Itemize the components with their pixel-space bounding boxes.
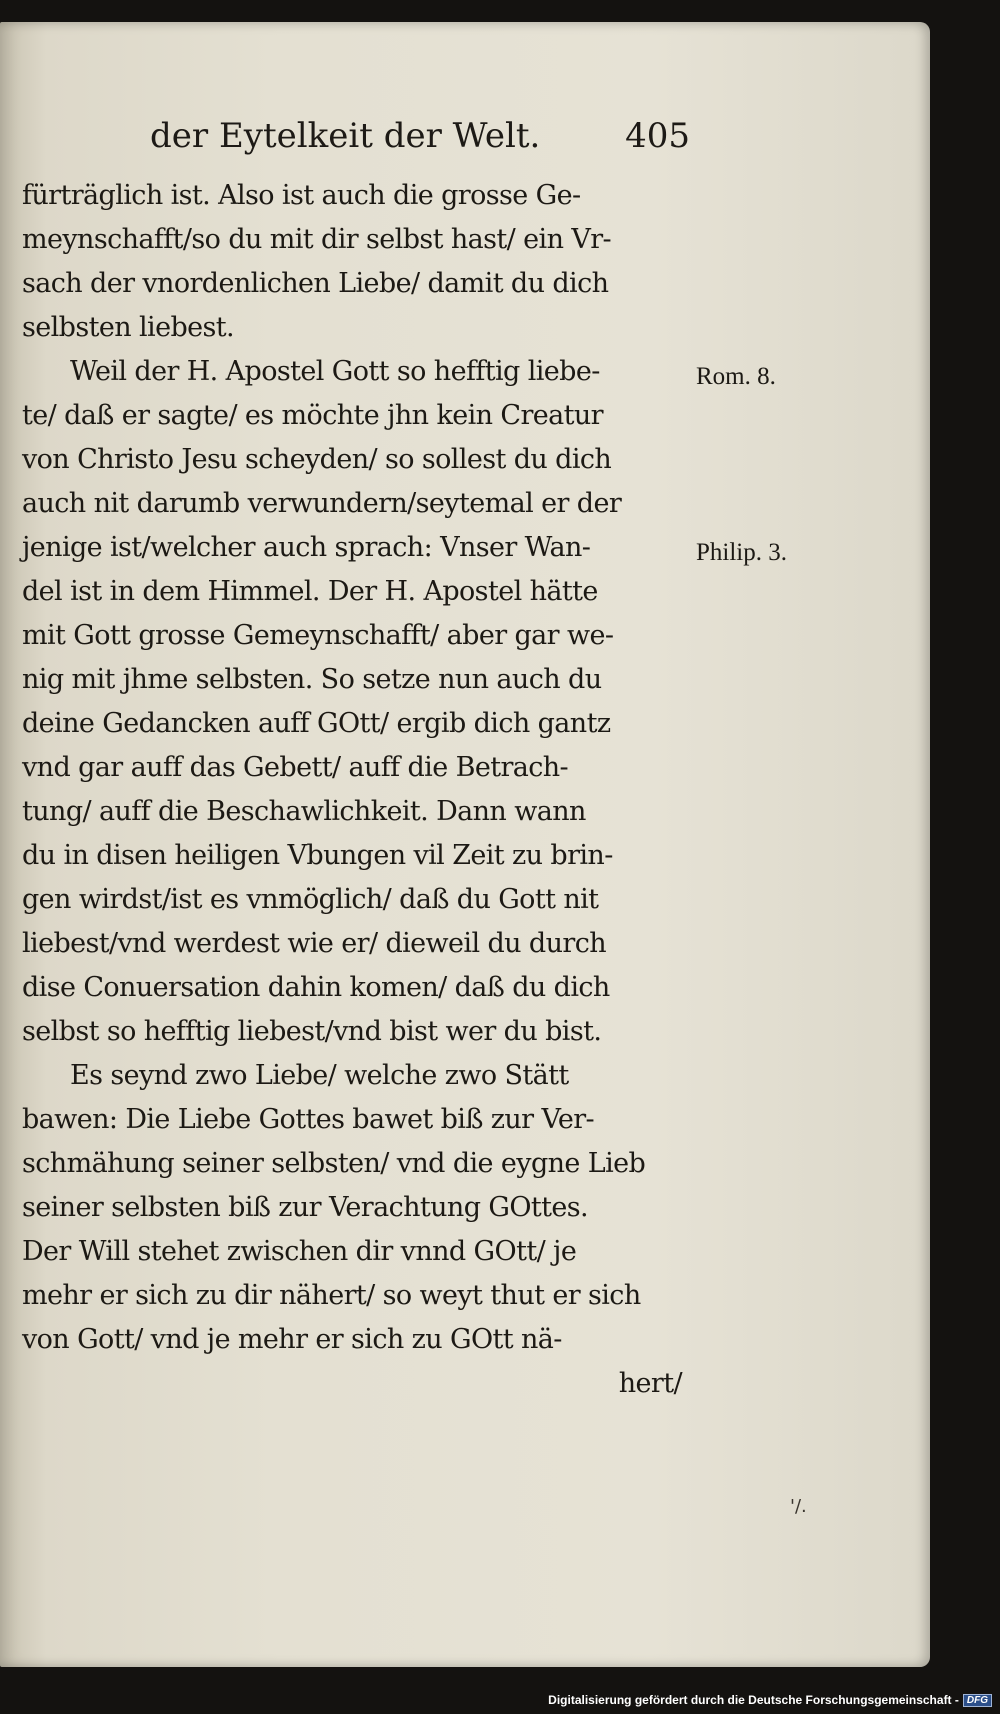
text-line: vnd gar auff das Gebett/ auff die Betrach- [22,752,569,783]
text-line: seiner selbsten biß zur Verachtung GOttes. [22,1192,589,1223]
text-line: du in disen heiligen Vbungen vil Zeit zu brin- [22,840,613,871]
text-line: auch nit darumb verwundern/seytemal er der [22,488,622,519]
text-line: nig mit jhme selbsten. So setze nun auch du [22,664,602,695]
text-line: liebest/vnd werdest wie er/ dieweil du durch [22,928,607,959]
text-line: sach der vnordenlichen Liebe/ damit du dich [22,268,609,299]
page-number: 405 [625,116,690,156]
text-line: schmähung seiner selbsten/ vnd die eygne Lieb [22,1148,646,1179]
digitization-footer [548,1690,992,1710]
book-page [0,22,930,1667]
text-line: von Gott/ vnd je mehr er sich zu GOtt nä- [22,1324,562,1355]
dfg-logo: DFG [963,1694,992,1707]
text-line: mehr er sich zu dir nähert/ so weyt thut er sich [22,1280,641,1311]
paragraph-start-line: Es seynd zwo Liebe/ welche zwo Stätt [70,1060,569,1091]
text-line: del ist in dem Himmel. Der H. Apostel hätte [22,576,598,607]
catchword-line: hert/ [618,1368,682,1399]
running-head: der Eytelkeit der Welt. [150,116,541,156]
text-line: dise Conuersation dahin komen/ daß du dich [22,972,610,1003]
stray-mark: '/. [790,1496,807,1517]
footer-credit: Digitalisierung gefördert durch die Deutsche Forschungsgemeinschaft - [548,1693,959,1707]
text-line: von Christo Jesu scheyden/ so sollest du dich [22,444,612,475]
page-header [150,110,690,166]
text-line: bawen: Die Liebe Gottes bawet biß zur Ver- [22,1104,595,1135]
text-line: mit Gott grosse Gemeynschafft/ aber gar we- [22,620,614,651]
text-line: deine Gedancken auff GOtt/ ergib dich gantz [22,708,611,739]
text-line: selbsten liebest. [22,312,235,343]
body-text [22,174,682,1406]
text-line: te/ daß er sagte/ es möchte jhn kein Creatur [22,400,603,431]
text-line: fürträglich ist. Also ist auch die grosse Ge- [22,180,581,211]
text-line: meynschafft/so du mit dir selbst hast/ ein Vr- [22,224,612,255]
text-line: Der Will stehet zwischen dir vnnd GOtt/ je [22,1236,577,1267]
margin-note-philip: Philip. 3. [696,539,787,566]
text-line: jenige ist/welcher auch sprach: Vnser Wan- [22,532,591,563]
text-line: selbst so hefftig liebest/vnd bist wer du bist. [22,1016,602,1047]
paragraph-start-line: Weil der H. Apostel Gott so hefftig liebe- [70,356,600,387]
margin-note-rom: Rom. 8. [696,363,776,390]
text-line: gen wirdst/ist es vnmöglich/ daß du Gott nit [22,884,599,915]
text-line: tung/ auff die Beschawlichkeit. Dann wann [22,796,586,827]
